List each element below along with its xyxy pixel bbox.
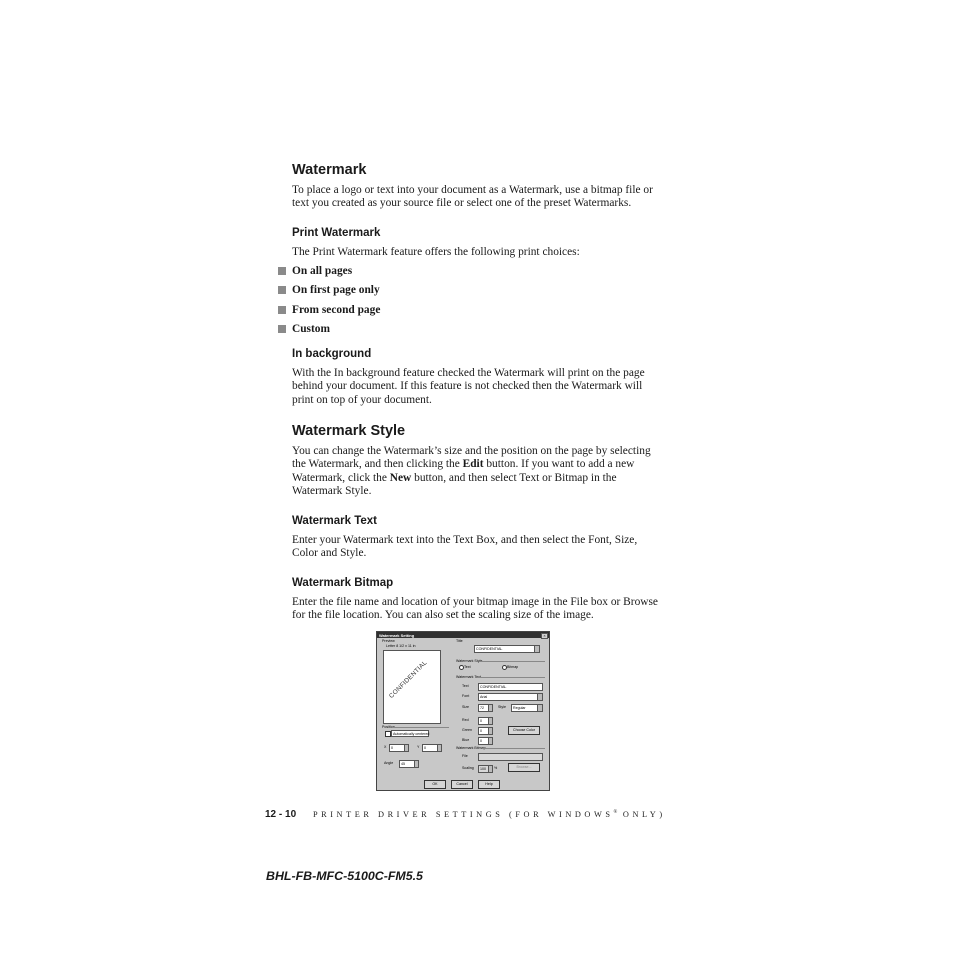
bullet-item [292, 284, 380, 296]
style-dropdown[interactable] [511, 704, 543, 712]
blue-spinner[interactable] [488, 737, 493, 745]
watermark-style-label: Watermark Style [456, 659, 483, 663]
style-value: Regular [513, 706, 526, 710]
font-dropdown[interactable] [478, 693, 543, 701]
y-value: 0 [424, 746, 426, 750]
text-line: print on top of your document. [292, 393, 432, 406]
angle-label: Angle [384, 761, 394, 765]
y-label: Y [417, 745, 420, 749]
bullet-square-icon [278, 286, 286, 294]
running-title [313, 810, 666, 819]
bullet-item [292, 323, 330, 335]
red-value: 0 [480, 719, 482, 723]
text-field-label: Text [462, 684, 469, 688]
preview-watermark-text: CONFIDENTIAL [388, 659, 429, 700]
browse-button[interactable]: Browse... [508, 763, 540, 772]
subheading-print-watermark: Print Watermark [292, 227, 381, 239]
edit-term: Edit [462, 458, 484, 471]
text-line: Watermark Style. [292, 484, 372, 497]
blue-label: Blue [462, 738, 470, 742]
text-run: button, and then select Text or Bitmap in the [411, 471, 617, 484]
text-line: You can change the Watermark’s size and the position on the page by selecting [292, 445, 651, 457]
bullet-item [292, 304, 380, 316]
red-label: Red [462, 718, 469, 722]
in-background-paragraph [292, 367, 667, 407]
paper-size-label: Letter 8 1/2 x 11 in [386, 644, 416, 648]
text-line: behind your document. If this feature is not checked then the Watermark will [292, 380, 643, 393]
scaling-value: 100 [480, 767, 486, 771]
subheading-in-background: In background [292, 348, 372, 360]
bullet-square-icon [278, 267, 286, 275]
title-value: CONFIDENTIAL [476, 647, 503, 651]
x-value: 0 [391, 746, 393, 750]
section-heading-watermark-style: Watermark Style [292, 423, 406, 439]
bullet-label: From second page [292, 304, 381, 316]
x-spinner[interactable] [404, 744, 409, 752]
bullet-square-icon [278, 325, 286, 333]
text-run: the Watermark, and then clicking the [292, 458, 463, 471]
green-value: 0 [480, 729, 482, 733]
close-icon[interactable]: × [541, 633, 548, 640]
help-button[interactable]: Help [478, 780, 500, 789]
auto-center-label-box [391, 730, 429, 737]
running-title-text: ONLY) [617, 810, 666, 819]
text-line: text you created as your source file or select one of the preset Watermarks. [292, 197, 632, 210]
red-spinner[interactable] [488, 717, 493, 725]
watermark-setting-dialog [376, 631, 550, 791]
text-line: Enter the file name and location of your bitmap image in the File box or Browse [292, 596, 658, 608]
ok-button[interactable]: OK [424, 780, 446, 789]
green-label: Green [462, 728, 472, 732]
blue-value: 0 [480, 739, 482, 743]
size-spinner[interactable] [488, 704, 493, 712]
document-code: BHL-FB-MFC-5100C-FM5.5 [266, 869, 423, 883]
title-label: Title [456, 639, 463, 643]
y-spinner[interactable] [437, 744, 442, 752]
scaling-spinner[interactable] [488, 765, 493, 773]
text-run: Watermark, click the [292, 471, 390, 484]
watermark-bitmap-group-label: Watermark Bitmap [456, 746, 486, 750]
bitmap-radio-label: Bitmap [507, 665, 519, 669]
watermark-text-group-label: Watermark Text [456, 675, 481, 679]
text-input-value: CONFIDENTIAL [480, 685, 507, 689]
text-radio-label: Text [464, 665, 471, 669]
file-input[interactable] [478, 753, 543, 761]
group-divider [477, 677, 545, 678]
chevron-down-icon [537, 705, 542, 711]
scaling-unit: % [494, 766, 498, 770]
running-title-text: PRINTER DRIVER SETTINGS (FOR WINDOWS [313, 810, 614, 819]
watermark-bitmap-paragraph [292, 596, 667, 623]
page-number: 12 - 10 [265, 809, 297, 820]
bullet-item [292, 265, 352, 277]
subheading-watermark-text: Watermark Text [292, 515, 378, 527]
bullet-label: Custom [292, 323, 330, 335]
size-label: Size [462, 705, 469, 709]
text-line: With the In background feature checked the Watermark will print on the page [292, 367, 645, 379]
choose-color-button[interactable]: Choose Color [508, 726, 540, 735]
angle-value: 45 [401, 762, 405, 766]
auto-center-label: Automatically centered [393, 731, 430, 736]
style-label: Style [498, 705, 506, 709]
dialog-title-bar [377, 632, 549, 638]
scaling-label: Scaling [462, 766, 474, 770]
text-input[interactable] [478, 683, 543, 691]
text-line [292, 458, 667, 471]
group-divider [482, 748, 545, 749]
watermark-paragraph [292, 184, 667, 211]
text-line: Enter your Watermark text into the Text Box, and then select the Font, Size, [292, 534, 638, 546]
new-term: New [389, 471, 412, 484]
watermark-text-paragraph [292, 534, 667, 561]
title-dropdown[interactable] [474, 645, 540, 653]
position-label: Position [382, 725, 395, 729]
chevron-down-icon [534, 646, 539, 652]
cancel-button[interactable]: Cancel [451, 780, 473, 789]
font-label: Font [462, 694, 470, 698]
font-value: Arial [480, 695, 488, 699]
preview-label: Preview [382, 639, 395, 643]
text-line: Color and Style. [292, 547, 367, 560]
chevron-down-icon [537, 694, 542, 700]
green-spinner[interactable] [488, 727, 493, 735]
bullet-label: On first page only [292, 284, 380, 296]
bullet-square-icon [278, 306, 286, 314]
watermark-style-paragraph [292, 445, 667, 498]
text-line [292, 472, 667, 485]
file-label: File [462, 754, 468, 758]
text-line: for the file location. You can also set the scaling size of the image. [292, 609, 594, 622]
size-value: 72 [480, 706, 484, 710]
text-run: button. If you want to add a new [483, 458, 635, 471]
subheading-watermark-bitmap: Watermark Bitmap [292, 577, 394, 589]
angle-spinner[interactable] [414, 760, 419, 768]
group-divider [395, 727, 449, 728]
text-line: To place a logo or text into your document as a Watermark, use a bitmap file or [292, 184, 653, 196]
x-label: X [384, 745, 387, 749]
print-watermark-intro: The Print Watermark feature offers the following print choices: [292, 246, 580, 258]
group-divider [479, 661, 545, 662]
dialog-title: Watermark Setting [379, 632, 415, 638]
registered-mark: ® [613, 810, 618, 816]
bullet-label: On all pages [292, 265, 353, 277]
page-preview [383, 650, 441, 724]
section-heading-watermark: Watermark [292, 162, 367, 178]
auto-center-checkbox[interactable] [385, 731, 391, 737]
